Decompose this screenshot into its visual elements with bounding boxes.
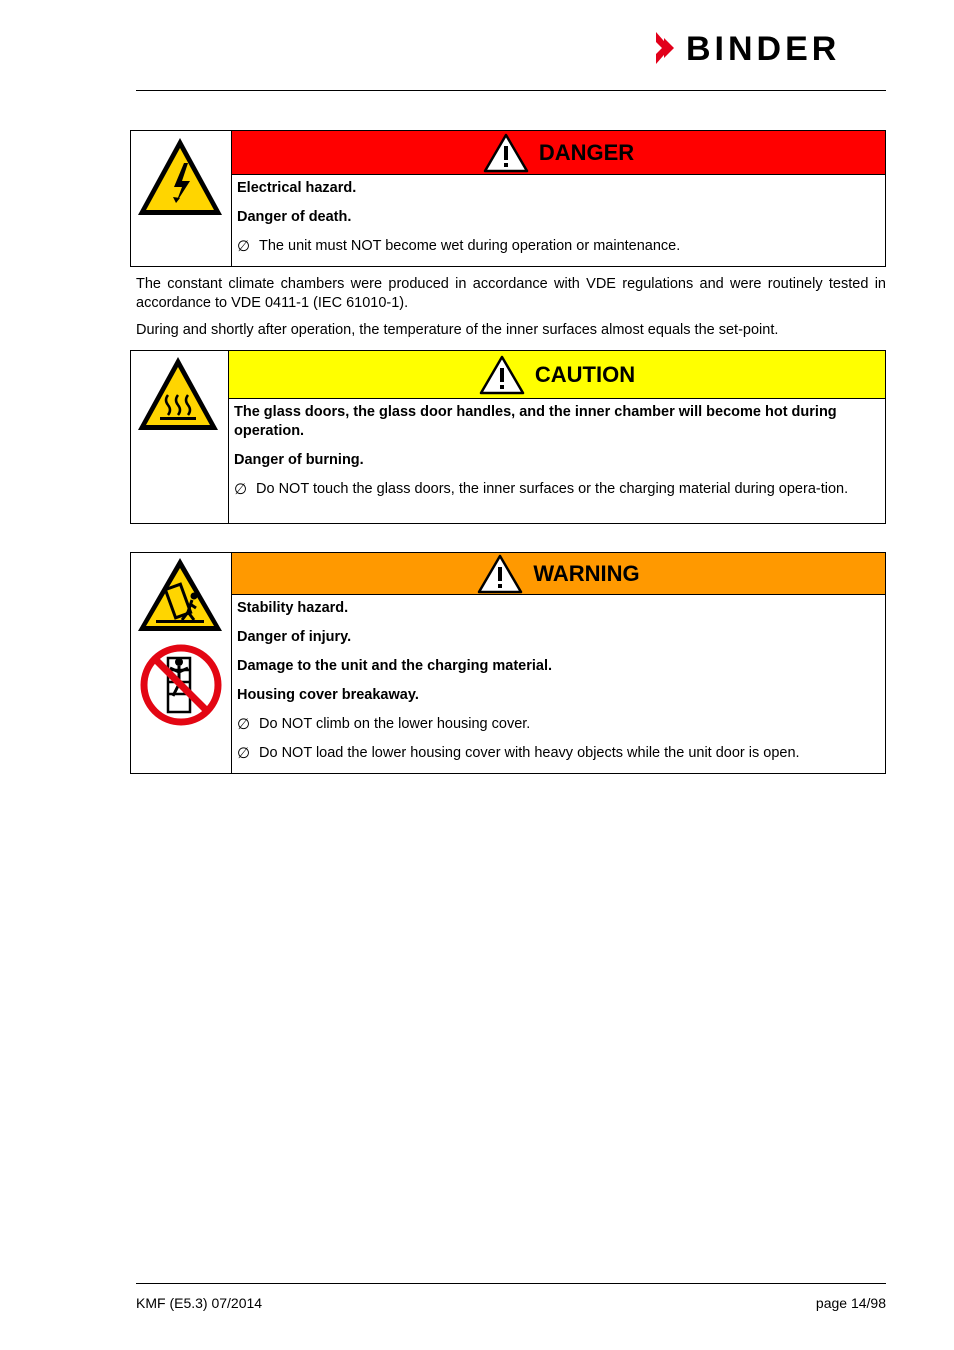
warning-bullet-text-2: Do NOT load the lower housing cover with heavy objects while the unit door is open. [259,745,800,761]
warning-bullet-2 [237,744,880,763]
caution-line-1: The glass doors, the glass door handles, and the inner chamber will become hot during operation. [234,404,837,439]
header-rule [136,90,886,91]
bullet-symbol: ∅ [237,716,251,733]
danger-icon-cell [131,131,232,266]
warning-label: WARNING [533,560,640,586]
danger-bullet [237,237,880,256]
warning-box [130,552,886,774]
warning-bullet-text-1: Do NOT climb on the lower housing cover. [259,716,531,732]
paragraph-1: The constant climate chambers were produced in accordance with VDE regulations and were routinely tested in accordance to VDE 0411-1 (IEC 61010-1). [136,276,886,311]
paragraph-2: During and shortly after operation, the temperature of the inner surfaces almost equals the set-point. [136,322,779,338]
danger-line-1: Electrical hazard. [237,180,357,196]
caution-icon-cell [131,351,229,523]
warning-bullet-1 [237,715,880,734]
caution-line-2: Danger of burning. [234,452,364,468]
document-id: KMF (E5.3) 07/2014 [136,1295,263,1311]
footer-rule [136,1283,886,1284]
danger-line-2: Danger of death. [237,209,352,225]
page-number: page 14/98 [815,1295,886,1311]
caution-bullet-text: Do NOT touch the glass doors, the inner surfaces or the charging material during opera-tion. [256,481,849,497]
bullet-symbol: ∅ [237,745,251,762]
caution-header [229,351,885,399]
caution-label: CAUTION [534,361,636,387]
hot-surface-icon [136,355,220,433]
stability-hazard-icon [136,556,224,634]
danger-label: DANGER [538,139,635,165]
warning-header [232,553,885,595]
caution-bullet [234,480,880,499]
binder-logo [656,30,888,66]
warning-triangle-icon [479,355,525,395]
warning-line-3: Damage to the unit and the charging material. [237,658,553,674]
bullet-symbol: ∅ [234,481,248,498]
warning-line-2: Danger of injury. [237,629,352,645]
warning-icon-cell [131,553,232,773]
no-climbing-icon [138,642,224,728]
electrical-hazard-icon [136,135,224,219]
warning-line-1: Stability hazard. [237,600,349,616]
caution-box [130,350,886,524]
bullet-symbol: ∅ [237,238,251,255]
warning-triangle-icon [483,133,529,173]
danger-box [130,130,886,267]
danger-bullet-text: The unit must NOT become wet during operation or maintenance. [259,238,681,254]
warning-triangle-icon [477,554,523,594]
danger-header [232,131,885,175]
brand-text: BINDER [686,30,841,66]
warning-line-4: Housing cover breakaway. [237,687,419,703]
